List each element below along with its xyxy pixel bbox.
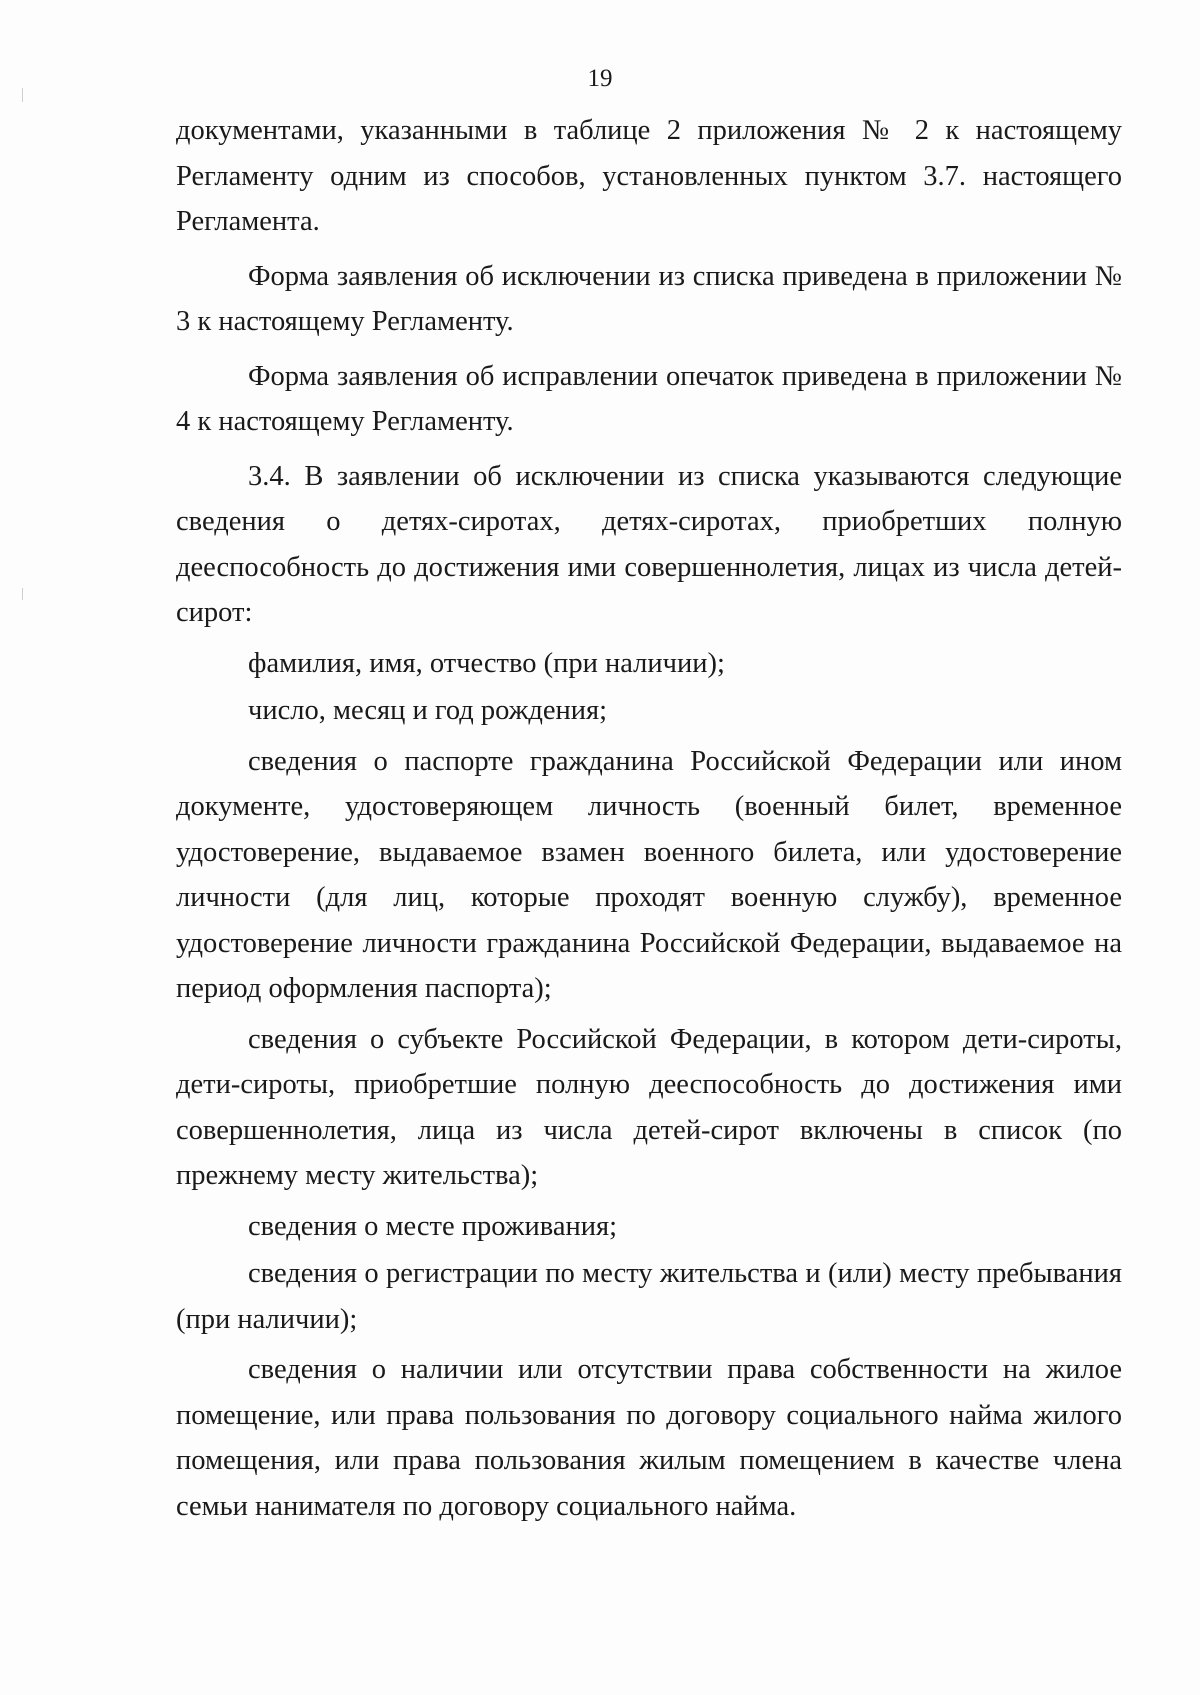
list-item-residence: сведения о месте проживания;	[248, 1210, 617, 1242]
paragraph-exclusion-form: Форма заявления об исключении из списка приведена в приложении № 3 к настоящему Регламенту.	[176, 260, 1122, 337]
list-item-full-name: фамилия, имя, отчество (при наличии);	[248, 647, 725, 679]
scan-edge-mark-bottom	[22, 588, 23, 600]
list-item-subject-rf: сведения о субъекте Российской Федерации, в котором дети-сироты, дети-сироты, приобретшие полную дееспособность до достижения ими совершеннолетия, лица из числа детей-сирот включены в список (по прежнему месту жительства);	[176, 1023, 1122, 1191]
paragraph-continuation: документами, указанными в таблице 2 приложения № 2 к настоящему Регламенту одним из способов, установленных пунктом 3.7. настоящего Регламента.	[176, 115, 1122, 237]
list-item-property-rights: сведения о наличии или отсутствии права собственности на жилое помещение, или права пользования по договору социального найма жилого помещения, или права пользования жилым помещением в качестве члена семьи нанимателя по договору социального найма.	[176, 1354, 1122, 1522]
list-item-birth-date: число, месяц и год рождения;	[248, 695, 608, 726]
paragraph-section-3-4: 3.4. В заявлении об исключении из списка указываются следующие сведения о детях-сиротах, детях-сиротах, приобретших полную дееспособность до достижения ими совершеннолетия, лицах из числа детей-сирот:	[176, 460, 1122, 628]
document-body	[176, 108, 1122, 1529]
paragraph-correction-form: Форма заявления об исправлении опечаток приведена в приложении № 4 к настоящему Регламенту.	[176, 360, 1122, 437]
list-item-passport: сведения о паспорте гражданина Российской Федерации или ином документе, удостоверяющем личность (военный билет, временное удостоверение, выдаваемое взамен военного билета, или удостоверение личности (для лиц, которые проходят военную службу), временное удостоверение личности гражданина Российской Федерации, выдаваемое на период оформления паспорта);	[176, 745, 1122, 1004]
list-item-registration: сведения о регистрации по месту жительства и (или) месту пребывания (при наличии);	[176, 1258, 1122, 1335]
page-number: 19	[587, 65, 613, 92]
